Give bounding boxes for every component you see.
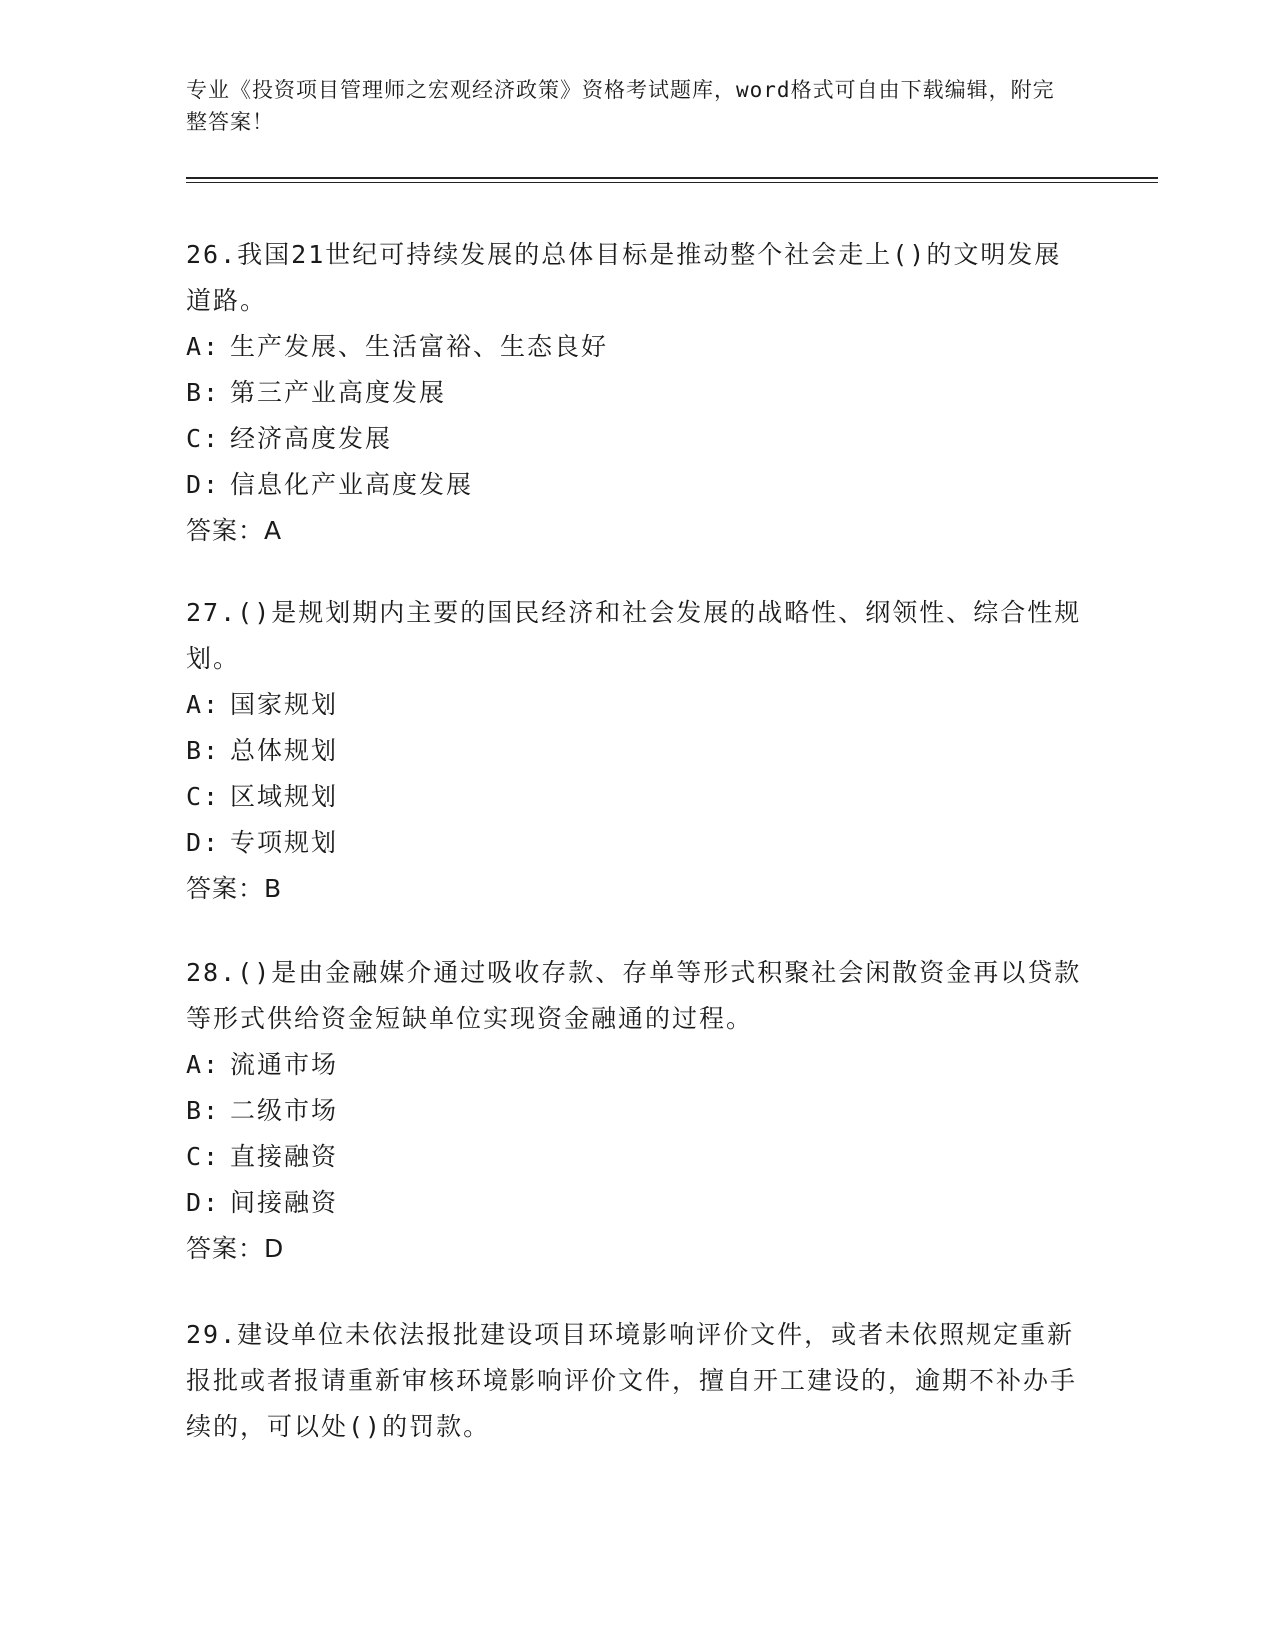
option-c [186,774,1086,820]
option-letter: A: [186,1050,221,1079]
header-divider [186,177,1158,179]
option-d [186,820,1086,866]
option-letter: A: [186,332,221,361]
option-text: 经济高度发展 [230,424,393,453]
question-29 [186,1312,1086,1450]
option-text: 信息化产业高度发展 [230,470,474,499]
option-text: 专项规划 [230,828,339,857]
option-text: 二级市场 [230,1096,339,1125]
option-letter: B: [186,378,221,407]
question-stem: 29.建设单位未依法报批建设项目环境影响评价文件，或者未依照规定重新报批或者报请重新审核环境影响评价文件，擅自开工建设的，逾期不补办手续的，可以处()的罚款。 [186,1320,1078,1441]
document-header: 专业《投资项目管理师之宏观经济政策》资格考试题库，word格式可自由下载编辑，附完整答案！ [186,78,1055,134]
option-b [186,370,1086,416]
header-divider-thin [186,182,1158,183]
question-28 [186,950,1086,1272]
option-letter: C: [186,424,221,453]
option-text: 区域规划 [230,782,339,811]
option-d [186,462,1086,508]
answer: 答案：B [186,874,283,903]
option-letter: C: [186,1142,221,1171]
option-letter: B: [186,736,221,765]
question-26 [186,232,1086,554]
option-text: 流通市场 [230,1050,339,1079]
option-letter: A: [186,690,221,719]
option-letter: B: [186,1096,221,1125]
answer: 答案：D [186,1234,285,1263]
question-stem: 28.()是由金融媒介通过吸收存款、存单等形式积聚社会闲散资金再以贷款等形式供给资金短缺单位实现资金融通的过程。 [186,958,1082,1033]
option-letter: C: [186,782,221,811]
question-stem: 26.我国21世纪可持续发展的总体目标是推动整个社会走上()的文明发展道路。 [186,240,1062,315]
option-c [186,1134,1086,1180]
option-letter: D: [186,1188,221,1217]
option-a [186,324,1086,370]
option-a [186,1042,1086,1088]
option-text: 生产发展、生活富裕、生态良好 [230,332,609,361]
option-letter: D: [186,828,221,857]
option-d [186,1180,1086,1226]
answer: 答案：A [186,516,283,545]
option-text: 国家规划 [230,690,339,719]
option-text: 间接融资 [230,1188,339,1217]
option-text: 直接融资 [230,1142,339,1171]
question-27 [186,590,1086,912]
option-b [186,728,1086,774]
option-a [186,682,1086,728]
option-text: 总体规划 [230,736,339,765]
option-text: 第三产业高度发展 [230,378,447,407]
question-stem: 27.()是规划期内主要的国民经济和社会发展的战略性、纲领性、综合性规划。 [186,598,1082,673]
option-letter: D: [186,470,221,499]
option-c [186,416,1086,462]
option-b [186,1088,1086,1134]
